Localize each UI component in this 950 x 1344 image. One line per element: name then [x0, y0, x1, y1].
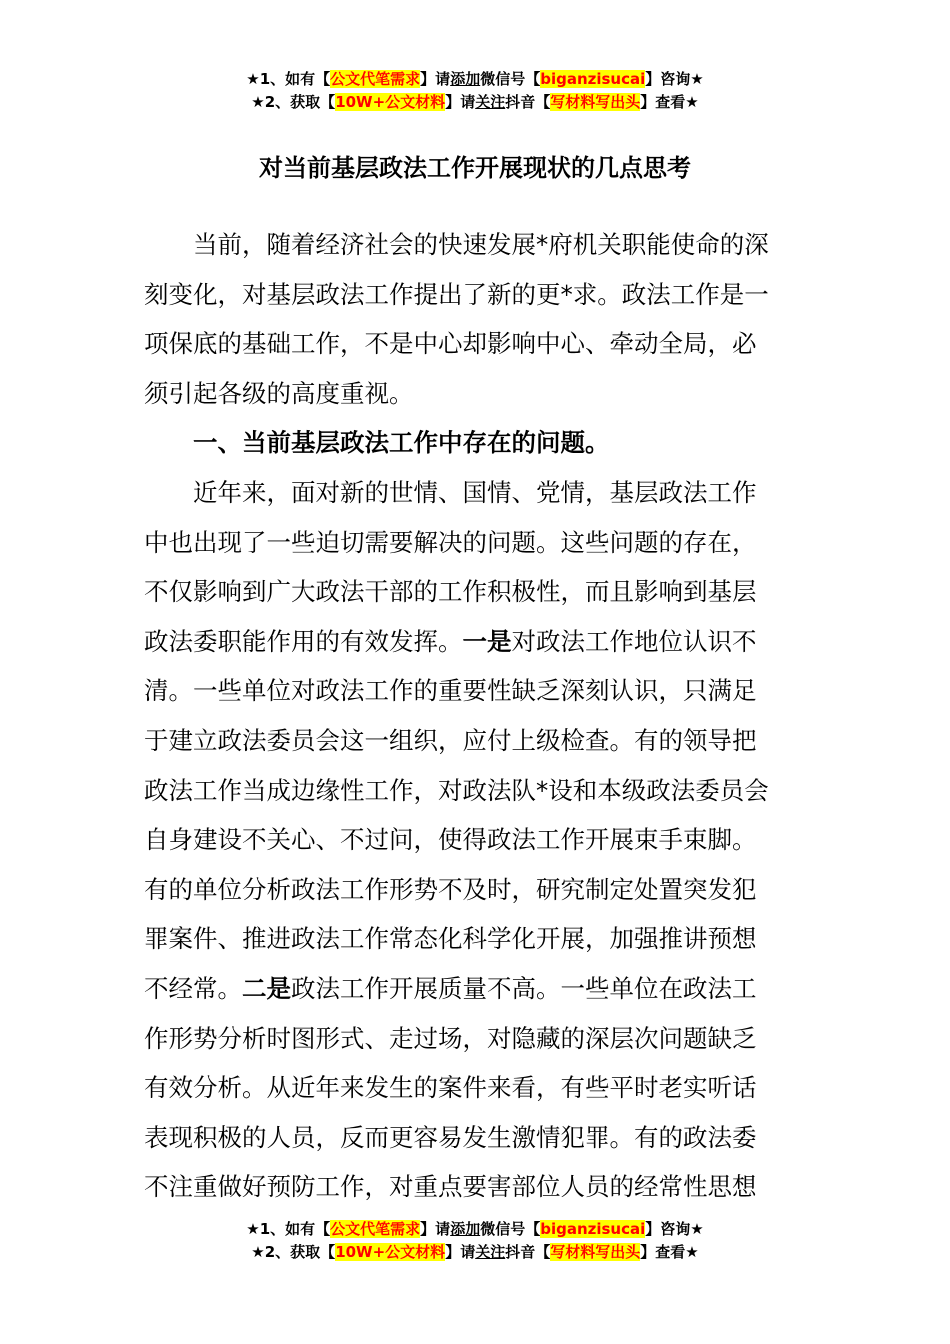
document-body	[144, 220, 808, 1212]
point-marker-two: 二是	[242, 973, 291, 1003]
text-line: 罪案件、推进政法工作常态化科学化开展，加强推讲预想	[144, 924, 757, 954]
text-line: 不注重做好预防工作，对重点要害部位人员的经常性思想	[144, 1172, 757, 1202]
banner-text: 微信号【	[480, 1220, 541, 1238]
banner-line-1	[0, 68, 950, 91]
text-line: 不仅影响到广大政法干部的工作积极性，而且影响到基层	[144, 577, 757, 607]
banner-text: ★2、获取【	[251, 1243, 336, 1261]
text-run: 不经常。	[144, 973, 242, 1003]
text-line	[144, 964, 808, 1014]
banner-wechat-id: biganzisucai	[540, 1220, 646, 1238]
banner-douyin-id: 写材料写出头	[550, 1243, 641, 1261]
banner-text: ★1、如有【	[246, 70, 331, 88]
banner-text: 】请	[420, 1220, 451, 1238]
banner-text: 抖音【	[505, 1243, 551, 1261]
top-banner	[0, 68, 950, 114]
banner-underlined-text: 关注	[475, 1243, 506, 1261]
text-line: 表现积极的人员，反而更容易发生激情犯罪。有的政法委	[144, 1122, 757, 1152]
banner-text: 抖音【	[505, 93, 551, 111]
section-heading: 一、当前基层政法工作中存在的问题。	[193, 428, 610, 458]
banner-text: 】请	[420, 70, 451, 88]
banner-highlight: 10W+公文材料	[335, 93, 446, 111]
text-line: 近年来，面对新的世情、国情、党情，基层政法工作	[193, 477, 757, 507]
text-line: 清。一些单位对政法工作的重要性缺乏深刻认识，只满足	[144, 676, 757, 706]
banner-text: 】查看★	[640, 1243, 699, 1261]
banner-line-1	[0, 1218, 950, 1241]
bottom-banner	[0, 1218, 950, 1264]
banner-text: ★1、如有【	[246, 1220, 331, 1238]
banner-underlined-text: 添加	[450, 1220, 481, 1238]
banner-highlight: 10W+公文材料	[335, 1243, 446, 1261]
text-line: 刻变化，对基层政法工作提出了新的更*求。政法工作是一	[144, 279, 769, 309]
banner-text: 】咨询★	[645, 70, 704, 88]
problems-paragraph	[144, 468, 808, 1212]
text-line: 中也出现了一些迫切需要解决的问题。这些问题的存在，	[144, 527, 757, 557]
text-line: 作形势分析时图形式、走过场，对隐藏的深层次问题缺乏	[144, 1023, 757, 1053]
text-line: 当前，随着经济社会的快速发展*府机关职能使命的深	[193, 230, 769, 259]
text-run: 政法委职能作用的有效发挥。	[144, 626, 463, 656]
text-line: 有效分析。从近年来发生的案件来看，有些平时老实听话	[144, 1073, 757, 1103]
text-line	[144, 617, 808, 667]
banner-text: 】咨询★	[645, 1220, 704, 1238]
banner-text: ★2、获取【	[251, 93, 336, 111]
text-line: 于建立政法委员会这一组织，应付上级检查。有的领导把	[144, 725, 757, 755]
banner-text: 】请	[445, 1243, 476, 1261]
banner-underlined-text: 添加	[450, 70, 481, 88]
text-line: 须引起各级的高度重视。	[144, 378, 414, 408]
text-line: 政法工作当成边缘性工作，对政法队*设和本级政法委员会	[144, 775, 769, 805]
banner-line-2	[0, 1241, 950, 1264]
text-line: 自身建设不关心、不过问，使得政法工作开展束手束脚。	[144, 825, 757, 855]
banner-line-2	[0, 91, 950, 114]
banner-douyin-id: 写材料写出头	[550, 93, 641, 111]
text-line: 有的单位分析政法工作形势不及时，研究制定处置突发犯	[144, 874, 757, 904]
banner-highlight: 公文代笔需求	[330, 70, 421, 88]
text-run: 政法工作开展质量不高。一些单位在政法工	[291, 973, 757, 1003]
document-title: 对当前基层政法工作开展现状的几点思考	[259, 154, 691, 182]
banner-text: 微信号【	[480, 70, 541, 88]
intro-paragraph	[144, 220, 808, 418]
point-marker-one: 一是	[462, 626, 512, 656]
banner-underlined-text: 关注	[475, 93, 506, 111]
banner-text: 】查看★	[640, 93, 699, 111]
text-line: 项保底的基础工作，不是中心却影响中心、牵动全局，必	[144, 329, 757, 359]
banner-wechat-id: biganzisucai	[540, 70, 646, 88]
banner-highlight: 公文代笔需求	[330, 1220, 421, 1238]
text-run: 对政法工作地位认识不	[511, 626, 757, 656]
banner-text: 】请	[445, 93, 476, 111]
